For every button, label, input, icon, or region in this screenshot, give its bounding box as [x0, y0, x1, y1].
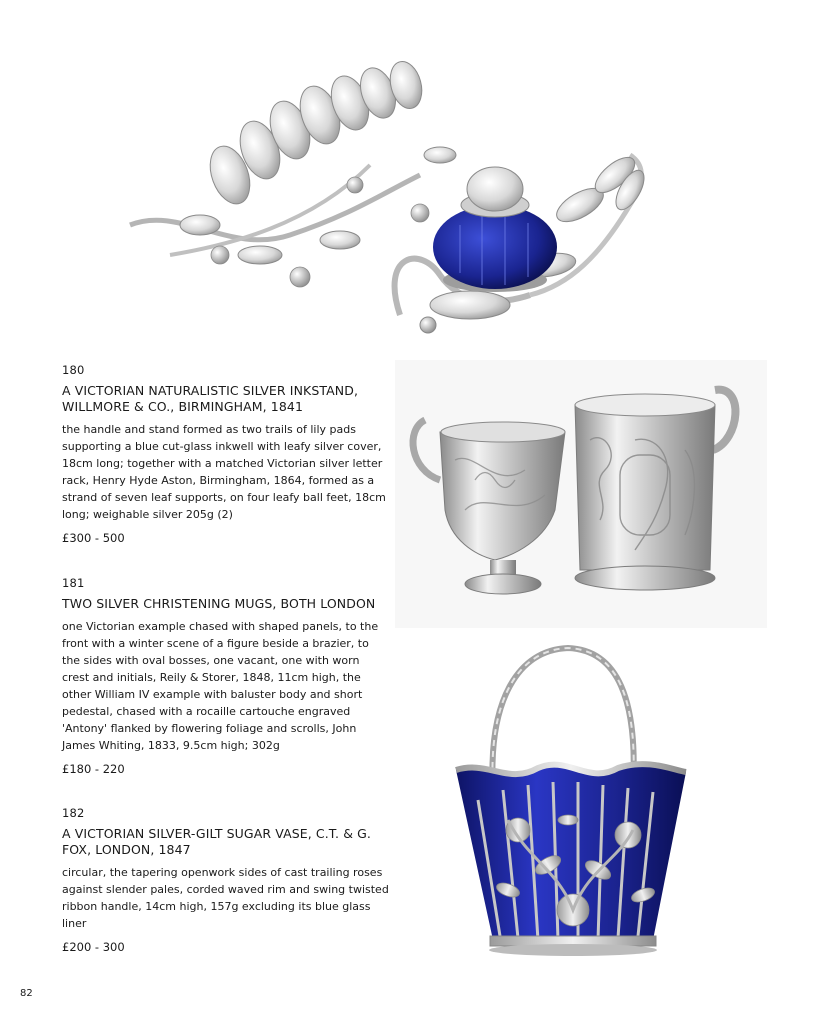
lot-description: circular, the tapering openwork sides of cast trailing roses against slender pales, corded waved rim and swing twisted ribbon handle, 14cm high, 157g excluding its blue glass liner [62, 866, 389, 930]
lot-number: 181 [62, 576, 85, 590]
lot-description: the handle and stand formed as two trails of lily pads supporting a blue cut-glass inkwell with leafy silver cover, 18cm long; together with a matched Victorian silver letter rack, Henry Hyde Aston, Birmingham, 1864, formed as a strand of seven leaf supports, on four leafy ball feet, 18cm long; weighable silver 205g (2) [62, 423, 386, 521]
lot-181 [62, 576, 390, 776]
inkstand-photo [110, 55, 670, 345]
lot-180 [62, 363, 390, 545]
lot-title: TWO SILVER CHRISTENING MUGS, BOTH LONDON [62, 596, 376, 611]
lot-182 [62, 806, 390, 954]
lot-estimate: £180 - 220 [62, 762, 125, 776]
lot-number: 180 [62, 363, 85, 377]
page-number: 82 [20, 988, 33, 999]
lot-description: one Victorian example chased with shaped panels, to the front with a winter scene of a figure beside a brazier, to the sides with oval bosses, one vacant, one with worn crest and initials, Reily & Storer, 1848, 11cm high, the other William IV example with baluster body and short pedestal, chased with a rocaille cartouche engraved 'Antony' flanked by flowering foliage and scrolls, John James Whiting, 1833, 9.5cm high; 302g [62, 620, 379, 752]
lot-title: A VICTORIAN NATURALISTIC SILVER INKSTAND, WILLMORE & CO., BIRMINGHAM, 1841 [62, 383, 359, 414]
sugar-vase-photo [448, 640, 693, 960]
lot-number: 182 [62, 806, 85, 820]
lot-estimate: £200 - 300 [62, 940, 125, 954]
lot-title: A VICTORIAN SILVER-GILT SUGAR VASE, C.T. & G. FOX, LONDON, 1847 [62, 826, 371, 857]
lot-estimate: £300 - 500 [62, 531, 125, 545]
christening-mugs-photo [395, 360, 767, 628]
